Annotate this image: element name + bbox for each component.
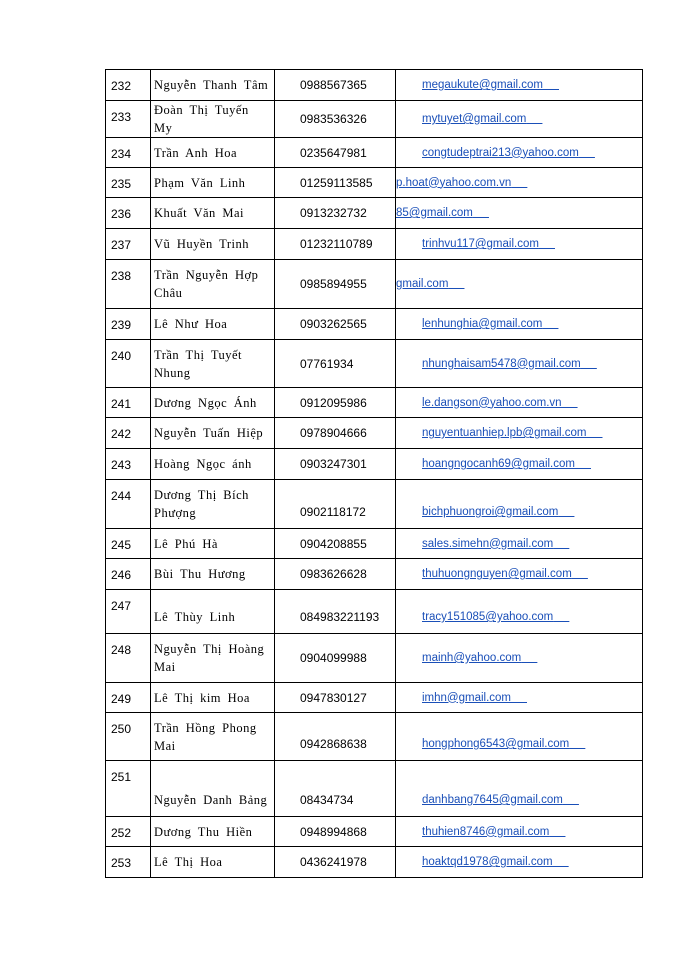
person-name: Trần Nguyễn Hợp Châu bbox=[151, 260, 275, 309]
email-cell bbox=[396, 198, 643, 229]
email-cell bbox=[396, 634, 643, 683]
person-name: Dương Thị Bích Phượng bbox=[151, 480, 275, 529]
phone-number: 0903247301 bbox=[275, 449, 396, 480]
row-number: 242 bbox=[106, 418, 151, 449]
phone-number: 0904099988 bbox=[275, 634, 396, 683]
email-cell bbox=[396, 480, 643, 529]
phone-number: 0985894955 bbox=[275, 260, 396, 309]
phone-number: 0948994868 bbox=[275, 817, 396, 847]
person-name: Trần Anh Hoa bbox=[151, 138, 275, 168]
email-cell bbox=[396, 529, 643, 559]
email-link[interactable]: thuhuongnguyen@gmail.com bbox=[422, 568, 572, 580]
email-link[interactable]: trinhvu117@gmail.com bbox=[422, 238, 539, 250]
table-row bbox=[106, 817, 643, 847]
person-name: Trần Hồng Phong Mai bbox=[151, 713, 275, 761]
row-number: 253 bbox=[106, 847, 151, 878]
email-cell bbox=[396, 168, 643, 198]
table-row bbox=[106, 229, 643, 260]
email-cell bbox=[396, 101, 643, 138]
email-cell bbox=[396, 847, 643, 878]
phone-number: 0942868638 bbox=[275, 713, 396, 761]
person-name: Hoàng Ngọc ánh bbox=[151, 449, 275, 480]
email-cell bbox=[396, 388, 643, 418]
email-cell bbox=[396, 590, 643, 634]
email-link[interactable]: sales.simehn@gmail.com bbox=[422, 537, 554, 550]
person-name: Đoàn Thị Tuyến My bbox=[151, 101, 275, 138]
table-row bbox=[106, 418, 643, 449]
person-name: Lê Thị Hoa bbox=[151, 847, 275, 878]
person-name: Trần Thị Tuyết Nhung bbox=[151, 340, 275, 388]
email-link[interactable]: megaukute@gmail.com bbox=[422, 79, 543, 91]
email-cell bbox=[396, 683, 643, 713]
row-number: 234 bbox=[106, 138, 151, 168]
email-cell bbox=[396, 229, 643, 260]
email-cell bbox=[396, 70, 643, 101]
phone-number: 0913232732 bbox=[275, 198, 396, 229]
phone-number: 0903262565 bbox=[275, 309, 396, 340]
row-number: 240 bbox=[106, 340, 151, 388]
row-number: 252 bbox=[106, 817, 151, 847]
table-row bbox=[106, 847, 643, 878]
person-name: Lê Như Hoa bbox=[151, 309, 275, 340]
table-row bbox=[106, 138, 643, 168]
email-link[interactable]: hoangngocanh69@gmail.com bbox=[422, 458, 575, 470]
table-row bbox=[106, 634, 643, 683]
phone-number: 0983626628 bbox=[275, 559, 396, 590]
phone-number: 07761934 bbox=[275, 340, 396, 388]
email-cell bbox=[396, 418, 643, 449]
person-name: Khuất Văn Mai bbox=[151, 198, 275, 229]
email-link[interactable]: danhbang7645@gmail.com bbox=[422, 794, 563, 806]
email-cell bbox=[396, 713, 643, 761]
phone-number: 0983536326 bbox=[275, 101, 396, 138]
phone-number: 0436241978 bbox=[275, 847, 396, 878]
row-number: 241 bbox=[106, 388, 151, 418]
phone-number: 0904208855 bbox=[275, 529, 396, 559]
person-name: Lê Thị kim Hoa bbox=[151, 683, 275, 713]
row-number: 250 bbox=[106, 713, 151, 761]
person-name: Phạm Văn Linh bbox=[151, 168, 275, 198]
table-row bbox=[106, 340, 643, 388]
table-row bbox=[106, 529, 643, 559]
email-cell bbox=[396, 260, 643, 309]
row-number: 238 bbox=[106, 260, 151, 309]
email-cell bbox=[396, 138, 643, 168]
phone-number: 0947830127 bbox=[275, 683, 396, 713]
person-name: Lê Thùy Linh bbox=[151, 590, 275, 634]
row-number: 244 bbox=[106, 480, 151, 529]
person-name: Dương Ngọc Ánh bbox=[151, 388, 275, 418]
email-link[interactable]: nguyentuanhiep.lpb@gmail.com bbox=[422, 427, 587, 439]
table-row bbox=[106, 388, 643, 418]
email-cell bbox=[396, 449, 643, 480]
person-name: Lê Phú Hà bbox=[151, 529, 275, 559]
contact-table bbox=[105, 69, 643, 878]
row-number: 233 bbox=[106, 101, 151, 138]
email-cell bbox=[396, 309, 643, 340]
person-name: Nguyễn Thị Hoàng Mai bbox=[151, 634, 275, 683]
email-cell bbox=[396, 761, 643, 817]
phone-number: 084983221193 bbox=[275, 590, 396, 634]
email-link[interactable]: hoaktqd1978@gmail.com bbox=[422, 856, 553, 868]
email-link[interactable]: p.hoat@yahoo.com.vn bbox=[396, 176, 512, 189]
phone-number: 01232110789 bbox=[275, 229, 396, 260]
row-number: 247 bbox=[106, 590, 151, 634]
row-number: 232 bbox=[106, 70, 151, 101]
table-row bbox=[106, 168, 643, 198]
person-name: Vũ Huyền Trinh bbox=[151, 229, 275, 260]
person-name: Dương Thu Hiền bbox=[151, 817, 275, 847]
email-link[interactable]: tracy151085@yahoo.com bbox=[422, 611, 554, 623]
person-name: Nguyễn Tuấn Hiệp bbox=[151, 418, 275, 449]
email-link[interactable]: hongphong6543@gmail.com bbox=[422, 738, 570, 750]
row-number: 251 bbox=[106, 761, 151, 817]
email-link[interactable]: mytuyet@gmail.com bbox=[422, 113, 527, 125]
table-row bbox=[106, 70, 643, 101]
row-number: 248 bbox=[106, 634, 151, 683]
phone-number: 0988567365 bbox=[275, 70, 396, 101]
phone-number: 0902118172 bbox=[275, 480, 396, 529]
row-number: 235 bbox=[106, 168, 151, 198]
table-row bbox=[106, 449, 643, 480]
phone-number: 0978904666 bbox=[275, 418, 396, 449]
phone-number: 08434734 bbox=[275, 761, 396, 817]
row-number: 246 bbox=[106, 559, 151, 590]
email-link[interactable]: 85@gmail.com bbox=[396, 207, 473, 219]
row-number: 239 bbox=[106, 309, 151, 340]
table-row bbox=[106, 761, 643, 817]
row-number: 245 bbox=[106, 529, 151, 559]
phone-number: 01259113585 bbox=[275, 168, 396, 198]
table-row bbox=[106, 480, 643, 529]
table-row bbox=[106, 683, 643, 713]
email-link[interactable]: lenhunghia@gmail.com bbox=[422, 318, 543, 330]
row-number: 243 bbox=[106, 449, 151, 480]
phone-number: 0912095986 bbox=[275, 388, 396, 418]
table-row bbox=[106, 198, 643, 229]
email-link[interactable]: le.dangson@yahoo.com.vn bbox=[422, 396, 562, 409]
person-name: Nguyễn Danh Bảng bbox=[151, 761, 275, 817]
email-link[interactable]: imhn@gmail.com bbox=[422, 691, 512, 704]
email-link[interactable]: bichphuongroi@gmail.com bbox=[422, 506, 559, 518]
person-name: Nguyễn Thanh Tâm bbox=[151, 70, 275, 101]
table-row bbox=[106, 590, 643, 634]
email-cell bbox=[396, 340, 643, 388]
row-number: 237 bbox=[106, 229, 151, 260]
email-link[interactable]: gmail.com bbox=[396, 278, 449, 290]
person-name: Bùi Thu Hương bbox=[151, 559, 275, 590]
table-row bbox=[106, 260, 643, 309]
table-row bbox=[106, 713, 643, 761]
row-number: 236 bbox=[106, 198, 151, 229]
table-body bbox=[106, 70, 643, 878]
email-link[interactable]: mainh@yahoo.com bbox=[422, 652, 522, 664]
table-row bbox=[106, 559, 643, 590]
phone-number: 0235647981 bbox=[275, 138, 396, 168]
email-link[interactable]: congtudeptrai213@yahoo.com bbox=[422, 146, 579, 159]
email-cell bbox=[396, 817, 643, 847]
row-number: 249 bbox=[106, 683, 151, 713]
email-cell bbox=[396, 559, 643, 590]
email-link[interactable]: nhunghaisam5478@gmail.com bbox=[422, 357, 581, 370]
email-link[interactable]: thuhien8746@gmail.com bbox=[422, 825, 550, 838]
table-row bbox=[106, 309, 643, 340]
table-row bbox=[106, 101, 643, 138]
